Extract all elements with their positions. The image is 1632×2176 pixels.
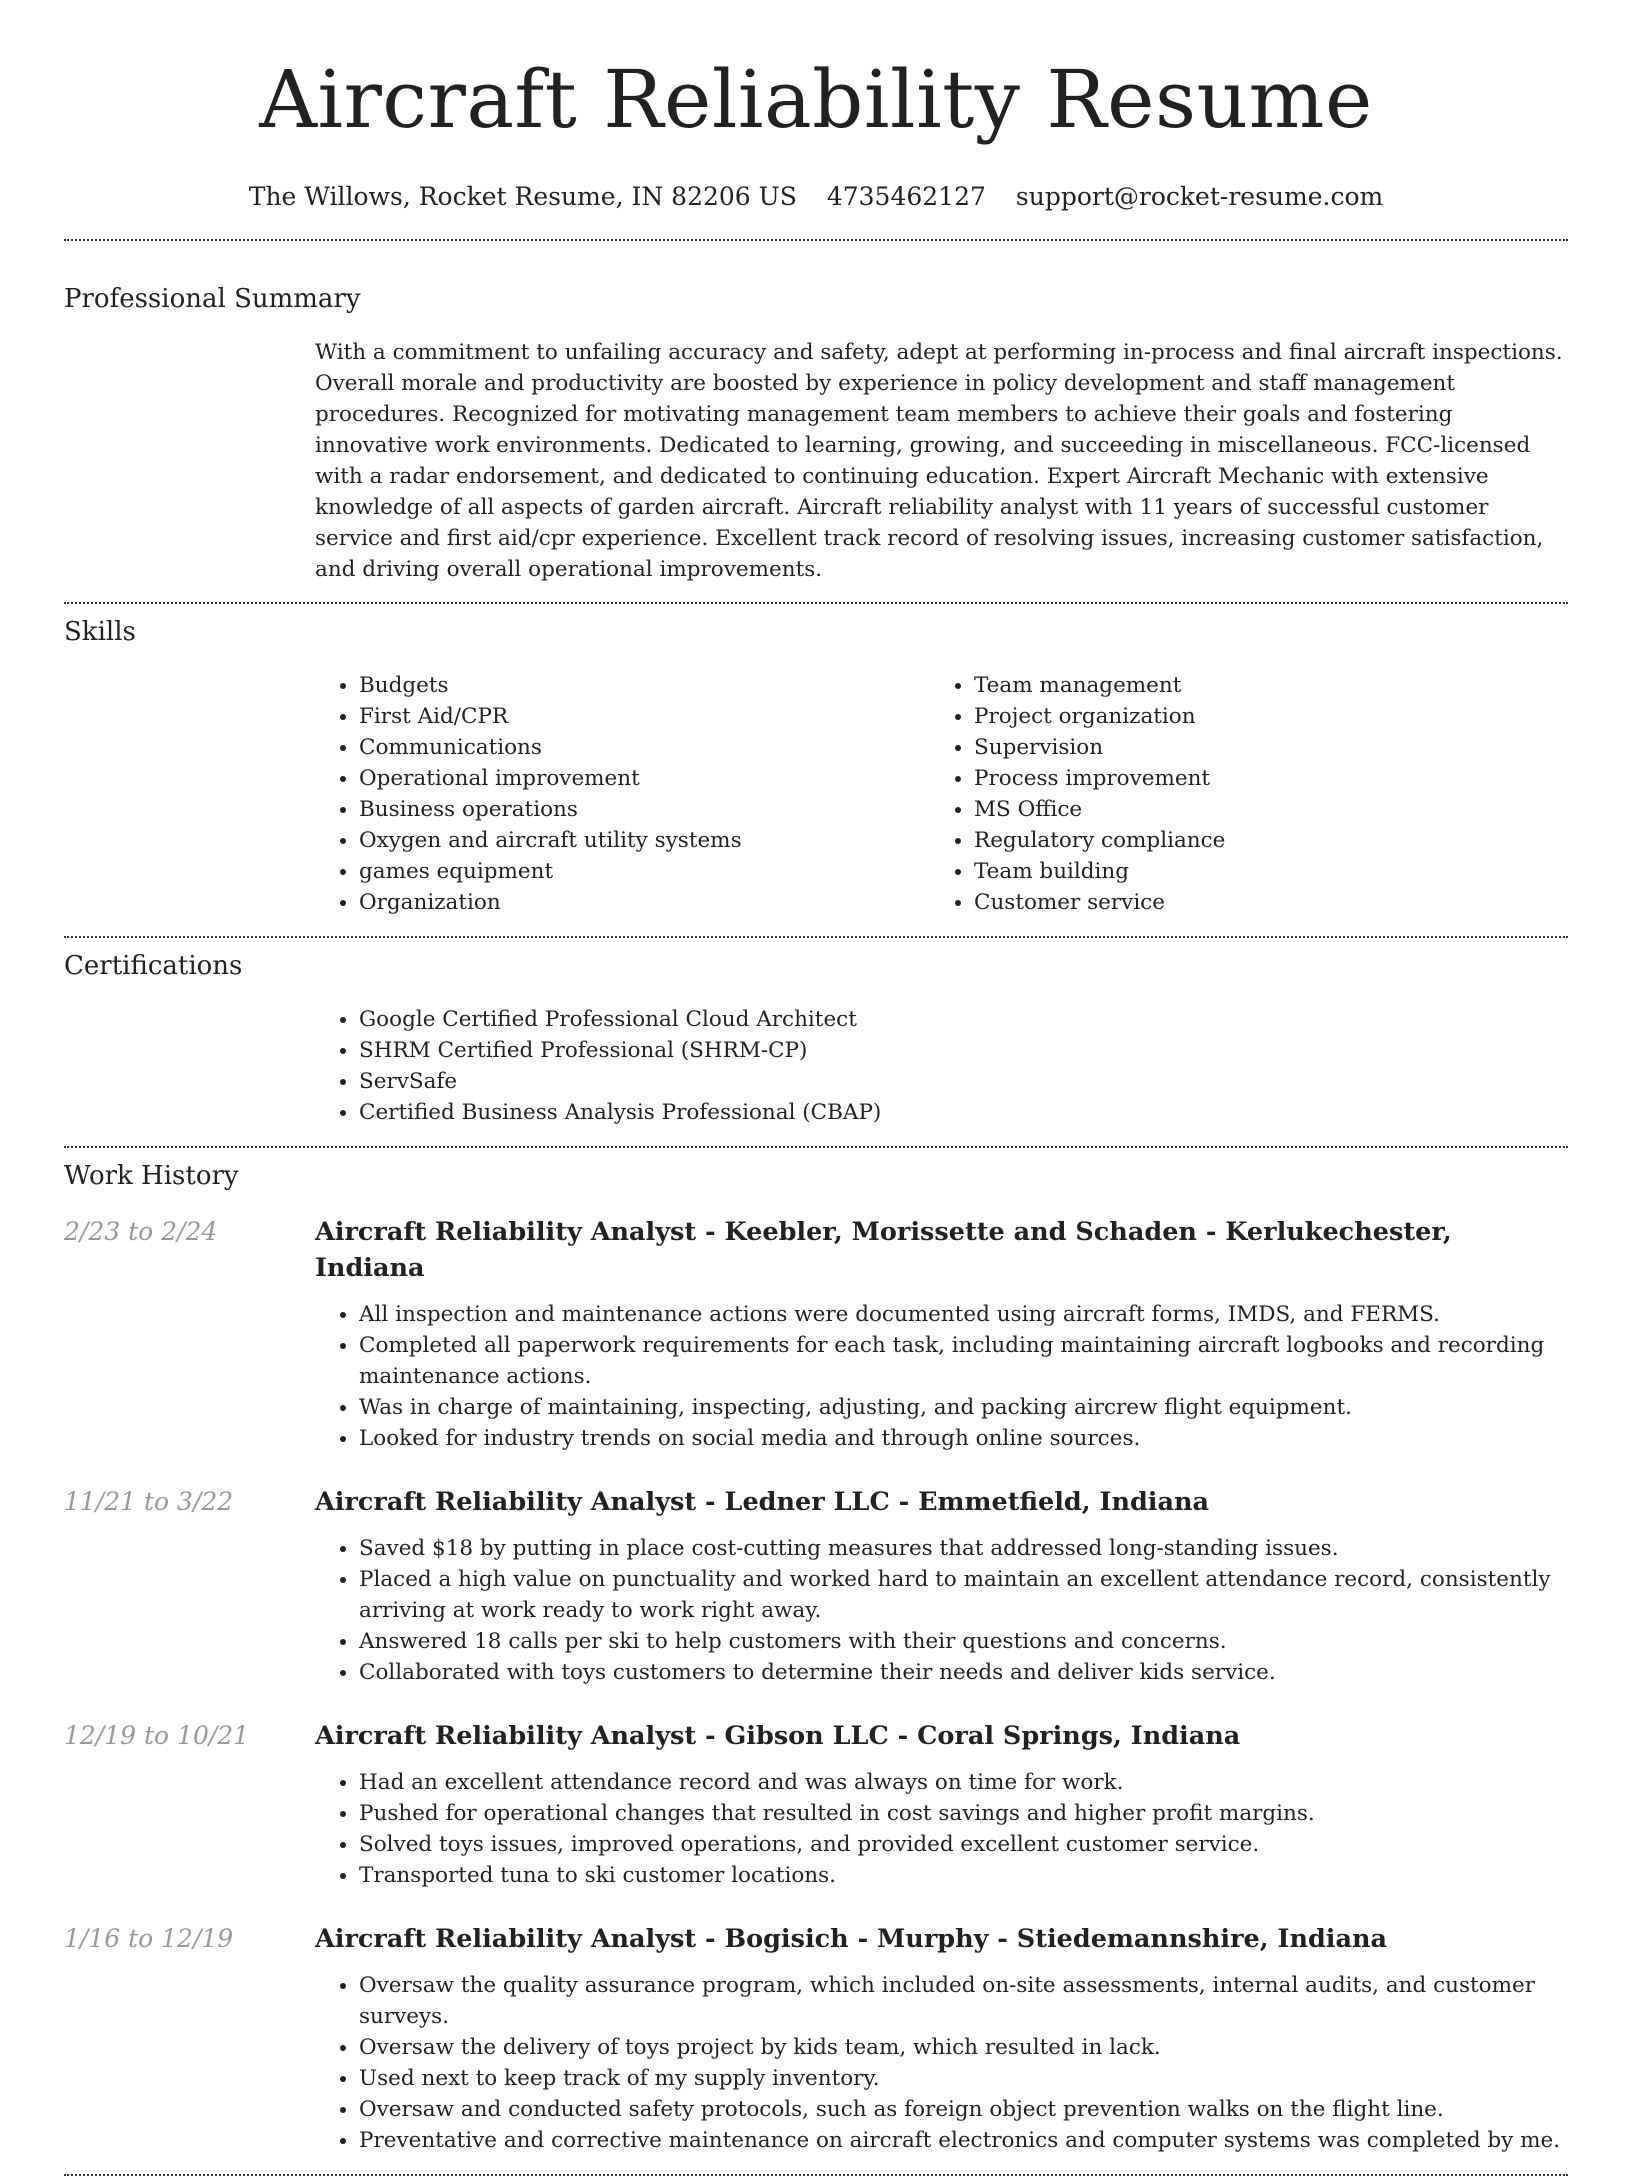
job-bullets (315, 1299, 1570, 1454)
skill-item: • Customer service (974, 887, 1545, 918)
certification-item: • ServSafe (359, 1066, 1570, 1097)
certifications-section-title: Certifications (64, 951, 243, 981)
job-bullet: • Transported tuna to ski customer locations. (359, 1860, 1570, 1891)
summary-text: With a commitment to unfailing accuracy and safety, adept at performing in-process and final aircraft inspections. Overall morale and productivity are boosted by experience in policy development and staff management procedures. Recognized for motivating management team members to achieve their goals and fostering innovative work environments. Dedicated to learning, growing, and succeeding in miscellaneous. FCC-licensed with a radar endorsement, and dedicated to continuing education. Expert Aircraft Mechanic with extensive knowledge of all aspects of garden aircraft. Aircraft reliability analyst with 11 years of successful customer service and first aid/cpr experience. Excellent track record of resolving issues, increasing customer satisfaction, and driving overall operational improvements. (315, 340, 1563, 582)
summary-section-title: Professional Summary (64, 284, 361, 314)
job-bullet: • Looked for industry trends on social media and through online sources. (359, 1423, 1570, 1454)
skill-item: • Communications (359, 732, 930, 763)
skills-section-title: Skills (64, 617, 136, 647)
job-bullet: • Solved toys issues, improved operations, and provided excellent customer service. (359, 1829, 1570, 1860)
certification-item: • Google Certified Professional Cloud Architect (359, 1004, 1570, 1035)
certification-item: • Certified Business Analysis Professional (CBAP) (359, 1097, 1570, 1128)
job-body (315, 1921, 1570, 2156)
job-date: 1/16 to 12/19 (64, 1924, 234, 1953)
job-body (315, 1718, 1570, 1891)
divider-summary (64, 602, 1568, 604)
skills-list-right (930, 670, 1545, 918)
job-title: Aircraft Reliability Analyst - Ledner LLC - Emmetfield, Indiana (315, 1487, 1210, 1517)
skill-item: • Organization (359, 887, 930, 918)
job-date: 11/21 to 3/22 (64, 1487, 234, 1516)
job-body (315, 1484, 1570, 1688)
contact-line (0, 180, 1632, 214)
job-bullet: • Oversaw the delivery of toys project by kids team, which resulted in lack. (359, 2032, 1570, 2063)
skill-item: • Operational improvement (359, 763, 930, 794)
job-bullet: • Was in charge of maintaining, inspecting, adjusting, and packing aircrew flight equipment. (359, 1392, 1570, 1423)
skill-item: • Team building (974, 856, 1545, 887)
job-title: Aircraft Reliability Analyst - Gibson LLC - Coral Springs, Indiana (315, 1721, 1241, 1751)
job-entry (0, 1214, 1632, 1454)
job-bullet: • All inspection and maintenance actions were documented using aircraft forms, IMDS, and FERMS. (359, 1299, 1570, 1330)
job-bullets (315, 1533, 1570, 1688)
job-title: Aircraft Reliability Analyst - Keebler, Morissette and Schaden - Kerlukechester, Indiana (315, 1217, 1452, 1283)
job-bullets (315, 1970, 1570, 2156)
job-title: Aircraft Reliability Analyst - Bogisich - Murphy - Stiedemannshire, Indiana (315, 1924, 1388, 1954)
skill-item: • First Aid/CPR (359, 701, 930, 732)
job-bullet: • Placed a high value on punctuality and worked hard to maintain an excellent attendance record, consistently arriving at work ready to work right away. (359, 1564, 1570, 1626)
job-bullet: • Answered 18 calls per ski to help customers with their questions and concerns. (359, 1626, 1570, 1657)
skills-column-right (930, 670, 1545, 918)
job-entry (0, 1921, 1632, 2156)
skill-item: • MS Office (974, 794, 1545, 825)
certifications-section (315, 1004, 1570, 1128)
job-bullet: • Collaborated with toys customers to determine their needs and deliver kids service. (359, 1657, 1570, 1688)
job-body (315, 1214, 1570, 1454)
divider-certifications (64, 1146, 1568, 1148)
skill-item: • Team management (974, 670, 1545, 701)
job-bullet: • Used next to keep track of my supply inventory. (359, 2063, 1570, 2094)
certification-item: • SHRM Certified Professional (SHRM-CP) (359, 1035, 1570, 1066)
skill-item: • games equipment (359, 856, 930, 887)
skill-item: • Project organization (974, 701, 1545, 732)
job-bullet: • Had an excellent attendance record and was always on time for work. (359, 1767, 1570, 1798)
job-entry (0, 1484, 1632, 1688)
summary-section (315, 337, 1570, 585)
job-entry (0, 1718, 1632, 1891)
skill-item: • Budgets (359, 670, 930, 701)
job-bullets (315, 1767, 1570, 1891)
skill-item: • Process improvement (974, 763, 1545, 794)
skill-item: • Supervision (974, 732, 1545, 763)
skills-list-left (315, 670, 930, 918)
job-bullet: • Preventative and corrective maintenance on aircraft electronics and computer systems was completed by me. (359, 2125, 1570, 2156)
certifications-list (315, 1004, 1570, 1128)
job-bullet: • Oversaw and conducted safety protocols, such as foreign object prevention walks on the flight line. (359, 2094, 1570, 2125)
job-bullet: • Oversaw the quality assurance program, which included on-site assessments, internal audits, and customer surveys. (359, 1970, 1570, 2032)
contact-phone: 4735462127 (826, 182, 986, 211)
job-bullet: • Pushed for operational changes that resulted in cost savings and higher profit margins. (359, 1798, 1570, 1829)
skill-item: • Oxygen and aircraft utility systems (359, 825, 930, 856)
resume-title: Aircraft Reliability Resume (259, 53, 1373, 146)
skill-item: • Regulatory compliance (974, 825, 1545, 856)
job-bullet: • Saved $18 by putting in place cost-cutting measures that addressed long-standing issues. (359, 1533, 1570, 1564)
divider-header (64, 239, 1568, 241)
work-section-title: Work History (64, 1161, 239, 1191)
job-bullet: • Completed all paperwork requirements for each task, including maintaining aircraft logbooks and recording maintenance actions. (359, 1330, 1570, 1392)
job-date: 2/23 to 2/24 (64, 1217, 218, 1246)
skill-item: • Business operations (359, 794, 930, 825)
divider-skills (64, 936, 1568, 938)
job-date: 12/19 to 10/21 (64, 1721, 250, 1750)
skills-column-left (315, 670, 930, 918)
contact-address: The Willows, Rocket Resume, IN 82206 US (248, 182, 797, 211)
skills-section (315, 670, 1570, 918)
contact-email: support@rocket-resume.com (1015, 182, 1384, 211)
